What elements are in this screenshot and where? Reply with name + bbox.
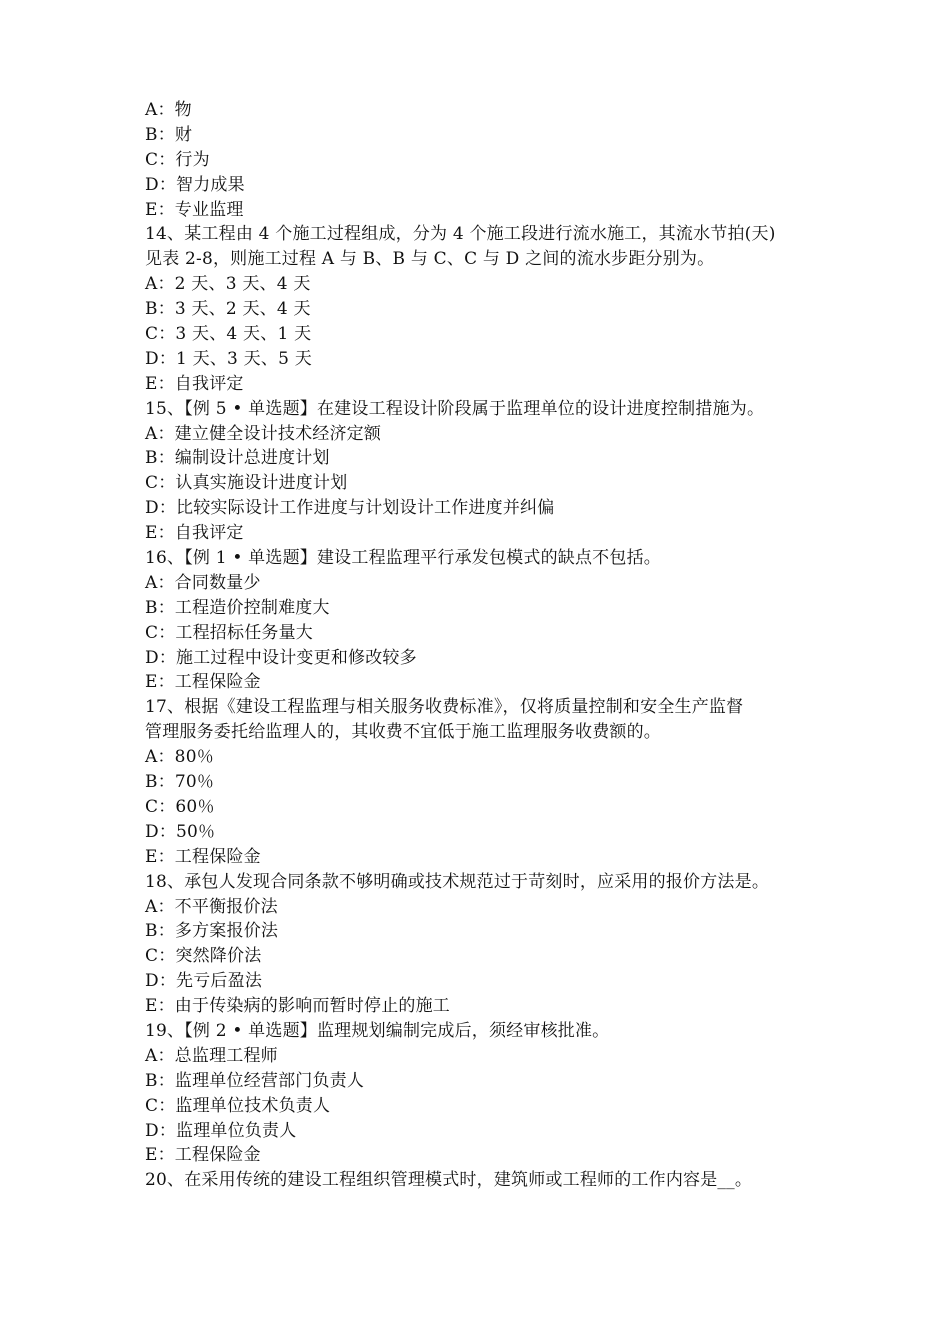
option-e: E：自我评定 — [145, 373, 244, 394]
option-c: C：60％ — [145, 796, 215, 817]
option-a: A：不平衡报价法 — [145, 896, 278, 917]
option-c: C：突然降价法 — [145, 946, 262, 967]
option-d: D：50％ — [145, 821, 216, 842]
question-20: 20、在采用传统的建设工程组织管理模式时，建筑师或工程师的工作内容是__。 — [145, 1170, 753, 1191]
option-b: B：多方案报价法 — [145, 921, 279, 942]
option-a: A：2 天、3 天、4 天 — [145, 274, 311, 295]
option-b: B：工程造价控制难度大 — [145, 597, 330, 618]
document-body — [145, 98, 815, 1193]
question-17-line-1: 17、根据《建设工程监理与相关服务收费标准》，仅将质量控制和安全生产监督 — [145, 697, 744, 718]
question-19: 19、【例 2 • 单选题】监理规划编制完成后，须经审核批准。 — [145, 1020, 610, 1041]
option-c: C：工程招标任务量大 — [145, 622, 314, 643]
option-a: A：80％ — [145, 747, 214, 768]
option-d: D：比较实际设计工作进度与计划设计工作进度并纠偏 — [145, 498, 555, 519]
option-a: A：物 — [145, 100, 192, 120]
question-14-line-2: 见表 2-8，则施工过程 A 与 B、B 与 C、C 与 D 之间的流水步距分别为。 — [145, 249, 715, 270]
option-e: E：工程保险金 — [145, 672, 261, 693]
question-18: 18、承包人发现合同条款不够明确或技术规范过于苛刻时，应采用的报价方法是。 — [145, 871, 770, 892]
option-e: E：专业监理 — [145, 199, 244, 220]
option-e: E：由于传染病的影响而暂时停止的施工 — [145, 996, 451, 1017]
option-d: D：先亏后盈法 — [145, 971, 263, 992]
option-c: C：3 天、4 天、1 天 — [145, 324, 312, 345]
option-b: B：监理单位经营部门负责人 — [145, 1070, 365, 1091]
option-e: E：自我评定 — [145, 523, 244, 544]
option-c: C：监理单位技术负责人 — [145, 1095, 331, 1116]
option-b: B：70％ — [145, 772, 215, 793]
option-e: E：工程保险金 — [145, 846, 261, 867]
option-c: C：认真实施设计进度计划 — [145, 473, 348, 494]
option-a: A：建立健全设计技术经济定额 — [145, 423, 382, 444]
option-d: D：1 天、3 天、5 天 — [145, 348, 312, 369]
option-c: C：行为 — [145, 149, 210, 170]
option-d: D：监理单位负责人 — [145, 1120, 297, 1141]
option-b: B：财 — [145, 124, 193, 145]
option-a: A：总监理工程师 — [145, 1045, 278, 1066]
option-e: E：工程保险金 — [145, 1145, 261, 1166]
question-16: 16、【例 1 • 单选题】建设工程监理平行承发包模式的缺点不包括。 — [145, 548, 661, 569]
question-14-line-1: 14、某工程由 4 个施工过程组成，分为 4 个施工段进行流水施工，其流水节拍(天) — [145, 224, 776, 245]
option-b: B：3 天、2 天、4 天 — [145, 299, 311, 320]
question-17-line-2: 管理服务委托给监理人的，其收费不宜低于施工监理服务收费额的。 — [145, 722, 661, 743]
option-a: A：合同数量少 — [145, 572, 261, 593]
option-d: D：智力成果 — [145, 174, 245, 195]
option-d: D：施工过程中设计变更和修改较多 — [145, 647, 417, 668]
option-b: B：编制设计总进度计划 — [145, 448, 330, 469]
question-15: 15、【例 5 • 单选题】在建设工程设计阶段属于监理单位的设计进度控制措施为。 — [145, 398, 765, 419]
